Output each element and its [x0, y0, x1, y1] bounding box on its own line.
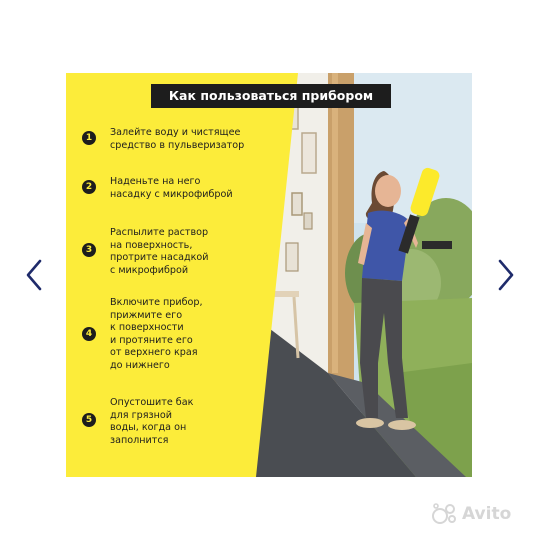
page-title: Как пользоваться прибором: [151, 84, 391, 108]
step-text: Включите прибор, прижмите его к поверхности и протяните его от верхнего края до нижнего: [110, 297, 203, 371]
step-number-badge: 5: [82, 413, 96, 427]
step-number-badge: 1: [82, 131, 96, 145]
next-image-button[interactable]: [494, 258, 518, 292]
step-number-badge: 4: [82, 327, 96, 341]
prev-image-button[interactable]: [22, 258, 46, 292]
watermark-text: Avito: [462, 504, 512, 524]
step-text: Распылите раствор на поверхность, протрите насадкой с микрофиброй: [110, 227, 209, 276]
step-number-badge: 2: [82, 180, 96, 194]
chevron-left-icon: [24, 259, 44, 291]
step-4: [82, 297, 280, 373]
step-3: [82, 227, 280, 277]
chevron-right-icon: [496, 259, 516, 291]
avito-dots-icon: [432, 502, 458, 526]
product-image[interactable]: [66, 73, 472, 477]
step-5: [82, 397, 280, 447]
step-text: Залейте воду и чистящее средство в пульверизатор: [110, 127, 245, 151]
step-text: Наденьте на него насадку с микрофиброй: [110, 176, 233, 200]
step-1: [82, 127, 280, 152]
step-text: Опустошите бак для грязной воды, когда он заполнится: [110, 397, 194, 446]
avito-watermark: [432, 502, 511, 526]
step-number-badge: 3: [82, 243, 96, 257]
step-2: [82, 176, 280, 201]
